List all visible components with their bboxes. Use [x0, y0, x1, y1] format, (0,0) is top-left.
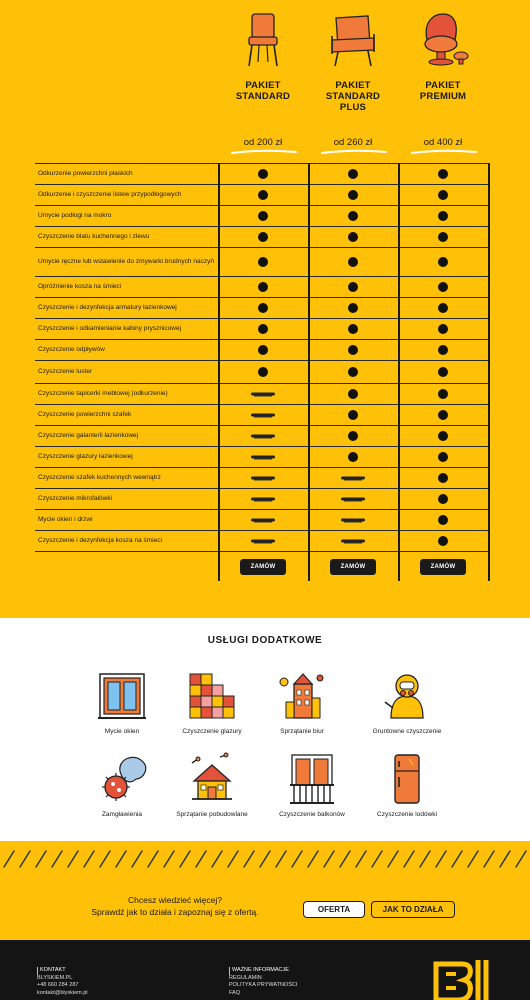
package-standard-plus-header — [308, 10, 398, 113]
service-post-construction[interactable]: Sprzątanie pobudowlane — [157, 751, 267, 818]
not-included-dash — [341, 539, 365, 542]
extras-section — [0, 618, 530, 841]
included-dot — [438, 410, 448, 420]
included-dot — [348, 169, 358, 179]
window-icon — [94, 668, 150, 724]
feature-label: Czyszczenie i dezynfekcja kosza na śmieci — [38, 537, 162, 544]
included-dot — [258, 169, 268, 179]
feature-label: Umycie ręczne lub wstawienie do zmywarki brudnych naczyń — [38, 258, 214, 265]
package-title: PAKIET STANDARD PLUS — [325, 80, 381, 113]
extras-title: USŁUGI DODATKOWE — [207, 635, 323, 646]
price-underline — [218, 149, 308, 155]
footer-email[interactable]: kontakt@blyskiem.pl — [37, 989, 88, 996]
column-divider — [488, 163, 490, 581]
included-dot — [348, 211, 358, 221]
feature-label: Czyszczenie glazury łazienkowej — [38, 453, 133, 460]
feature-label: Czyszczenie odpływów — [38, 346, 105, 353]
column-divider — [308, 163, 310, 581]
included-dot — [438, 190, 448, 200]
included-dot — [258, 303, 268, 313]
included-dot — [438, 515, 448, 525]
included-dot — [258, 257, 268, 267]
feature-label: Czyszczenie galanterii łazienkowej — [38, 432, 139, 439]
included-dot — [438, 211, 448, 221]
lounge-chair-icon — [328, 10, 378, 68]
included-dot — [438, 282, 448, 292]
cta-section — [0, 841, 530, 940]
footer-site[interactable]: BLYSKIEM.PL — [37, 974, 73, 981]
footer-phone[interactable]: +48 660 284 287 — [37, 982, 79, 989]
included-dot — [438, 232, 448, 242]
included-dot — [348, 282, 358, 292]
service-office-cleaning[interactable]: Sprzątanie biur — [247, 668, 357, 735]
order-premium-button[interactable]: ZAMÓW — [420, 559, 466, 575]
feature-label: Odkurzenie powierzchni płaskich — [38, 170, 133, 177]
service-fogging[interactable]: Zamgławienia — [67, 751, 177, 818]
virus-fog-icon — [94, 751, 150, 807]
included-dot — [348, 257, 358, 267]
included-dot — [258, 345, 268, 355]
included-dot — [348, 232, 358, 242]
not-included-dash — [251, 476, 275, 479]
included-dot — [258, 324, 268, 334]
included-dot — [438, 473, 448, 483]
office-building-icon — [274, 668, 330, 724]
order-standard-plus-button[interactable]: ZAMÓW — [330, 559, 376, 575]
hatch-pattern — [0, 847, 530, 871]
footer-link-privacy[interactable]: POLITYKA PRYWATNOŚCI — [229, 982, 298, 989]
not-included-dash — [251, 413, 275, 416]
feature-label: Umycie podłogi na mokro — [38, 212, 112, 219]
feature-label: Czyszczenie tapicerki meblowej (odkurzenie) — [38, 390, 168, 397]
service-tile-cleaning[interactable]: Czyszczenie glazury — [157, 668, 267, 735]
not-included-dash — [341, 518, 365, 521]
cta-text: Chcesz wiedzieć więcej? Sprawdź jak to działa i zapoznaj się z ofertą. — [91, 895, 259, 917]
house-construction-icon — [184, 751, 240, 807]
package-title: PAKIET STANDARD — [235, 80, 291, 102]
included-dot — [348, 389, 358, 399]
footer-link-terms[interactable]: REGULAMIN — [229, 974, 262, 981]
feature-label: Mycie okien i drzwi — [38, 516, 93, 523]
price-underline — [398, 149, 488, 155]
armchair-icon — [243, 10, 283, 68]
included-dot — [348, 431, 358, 441]
feature-label: Czyszczenie powierzchni szafek — [38, 411, 132, 418]
footer-link-faq[interactable]: FAQ — [229, 989, 241, 996]
included-dot — [348, 367, 358, 377]
included-dot — [258, 367, 268, 377]
included-dot — [348, 410, 358, 420]
brand-logo — [432, 960, 490, 1000]
feature-label: Czyszczenie szafek kuchennych wewnątrz — [38, 474, 161, 481]
balcony-icon — [284, 751, 340, 807]
feature-label: Czyszczenie i dezynfekcja armatury łazienkowej — [38, 304, 177, 311]
included-dot — [438, 303, 448, 313]
included-dot — [438, 494, 448, 504]
included-dot — [438, 169, 448, 179]
feature-label: Czyszczenie luster — [38, 368, 93, 375]
footer — [0, 940, 530, 1000]
included-dot — [258, 282, 268, 292]
included-dot — [438, 324, 448, 334]
feature-label: Czyszczenie mikrofalówki — [38, 495, 113, 502]
feature-label: Czyszczenie blatu kuchennego i zlewu — [38, 233, 150, 240]
included-dot — [348, 190, 358, 200]
not-included-dash — [251, 392, 275, 395]
service-deep-cleaning[interactable]: Gruntowne czyszczenie — [352, 668, 462, 735]
included-dot — [348, 303, 358, 313]
service-window-cleaning[interactable]: Mycie okien — [67, 668, 177, 735]
column-divider — [218, 163, 220, 581]
feature-label: Czyszczenie i odkamienianie kabiny prysznicowej — [38, 325, 182, 332]
price-underline — [308, 149, 398, 155]
included-dot — [438, 536, 448, 546]
footer-contact: KONTAKT BLYSKIEM.PL +48 660 284 287 kontakt@blyskiem.pl — [37, 967, 88, 996]
feature-label: Odkurzenie i czyszczenie listew przypodłogowych — [38, 191, 182, 198]
not-included-dash — [341, 476, 365, 479]
included-dot — [438, 257, 448, 267]
not-included-dash — [251, 518, 275, 521]
tiles-icon — [184, 668, 240, 724]
package-price: od 260 zł — [333, 137, 373, 148]
included-dot — [348, 324, 358, 334]
order-standard-button[interactable]: ZAMÓW — [240, 559, 286, 575]
included-dot — [438, 345, 448, 355]
package-premium-header — [398, 10, 488, 102]
feature-label: Opróżnienie kosza na śmieci — [38, 283, 122, 290]
not-included-dash — [251, 434, 275, 437]
package-price: od 200 zł — [243, 137, 283, 148]
package-price: od 400 zł — [423, 137, 463, 148]
included-dot — [348, 345, 358, 355]
column-divider — [398, 163, 400, 581]
not-included-dash — [251, 497, 275, 500]
hazmat-worker-icon — [379, 668, 435, 724]
included-dot — [258, 211, 268, 221]
not-included-dash — [251, 455, 275, 458]
not-included-dash — [251, 539, 275, 542]
included-dot — [438, 431, 448, 441]
included-dot — [438, 367, 448, 377]
egg-chair-icon — [417, 10, 469, 68]
included-dot — [348, 452, 358, 462]
included-dot — [258, 190, 268, 200]
table-bottom-line — [35, 551, 488, 552]
fridge-icon — [379, 751, 435, 807]
offer-button[interactable]: OFERTA — [303, 901, 365, 918]
how-it-works-button[interactable]: JAK TO DZIAŁA — [371, 901, 455, 918]
footer-info: WAŻNE INFORMACJE REGULAMIN POLITYKA PRYWATNOŚCI FAQ — [229, 967, 298, 996]
included-dot — [438, 389, 448, 399]
service-balcony-cleaning[interactable]: Czyszczenie balkonów — [257, 751, 367, 818]
not-included-dash — [341, 497, 365, 500]
package-title: PAKIET PREMIUM — [419, 80, 467, 102]
package-standard-header — [218, 10, 308, 102]
service-fridge-cleaning[interactable]: Czyszczenie lodówki — [352, 751, 462, 818]
included-dot — [438, 452, 448, 462]
included-dot — [258, 232, 268, 242]
